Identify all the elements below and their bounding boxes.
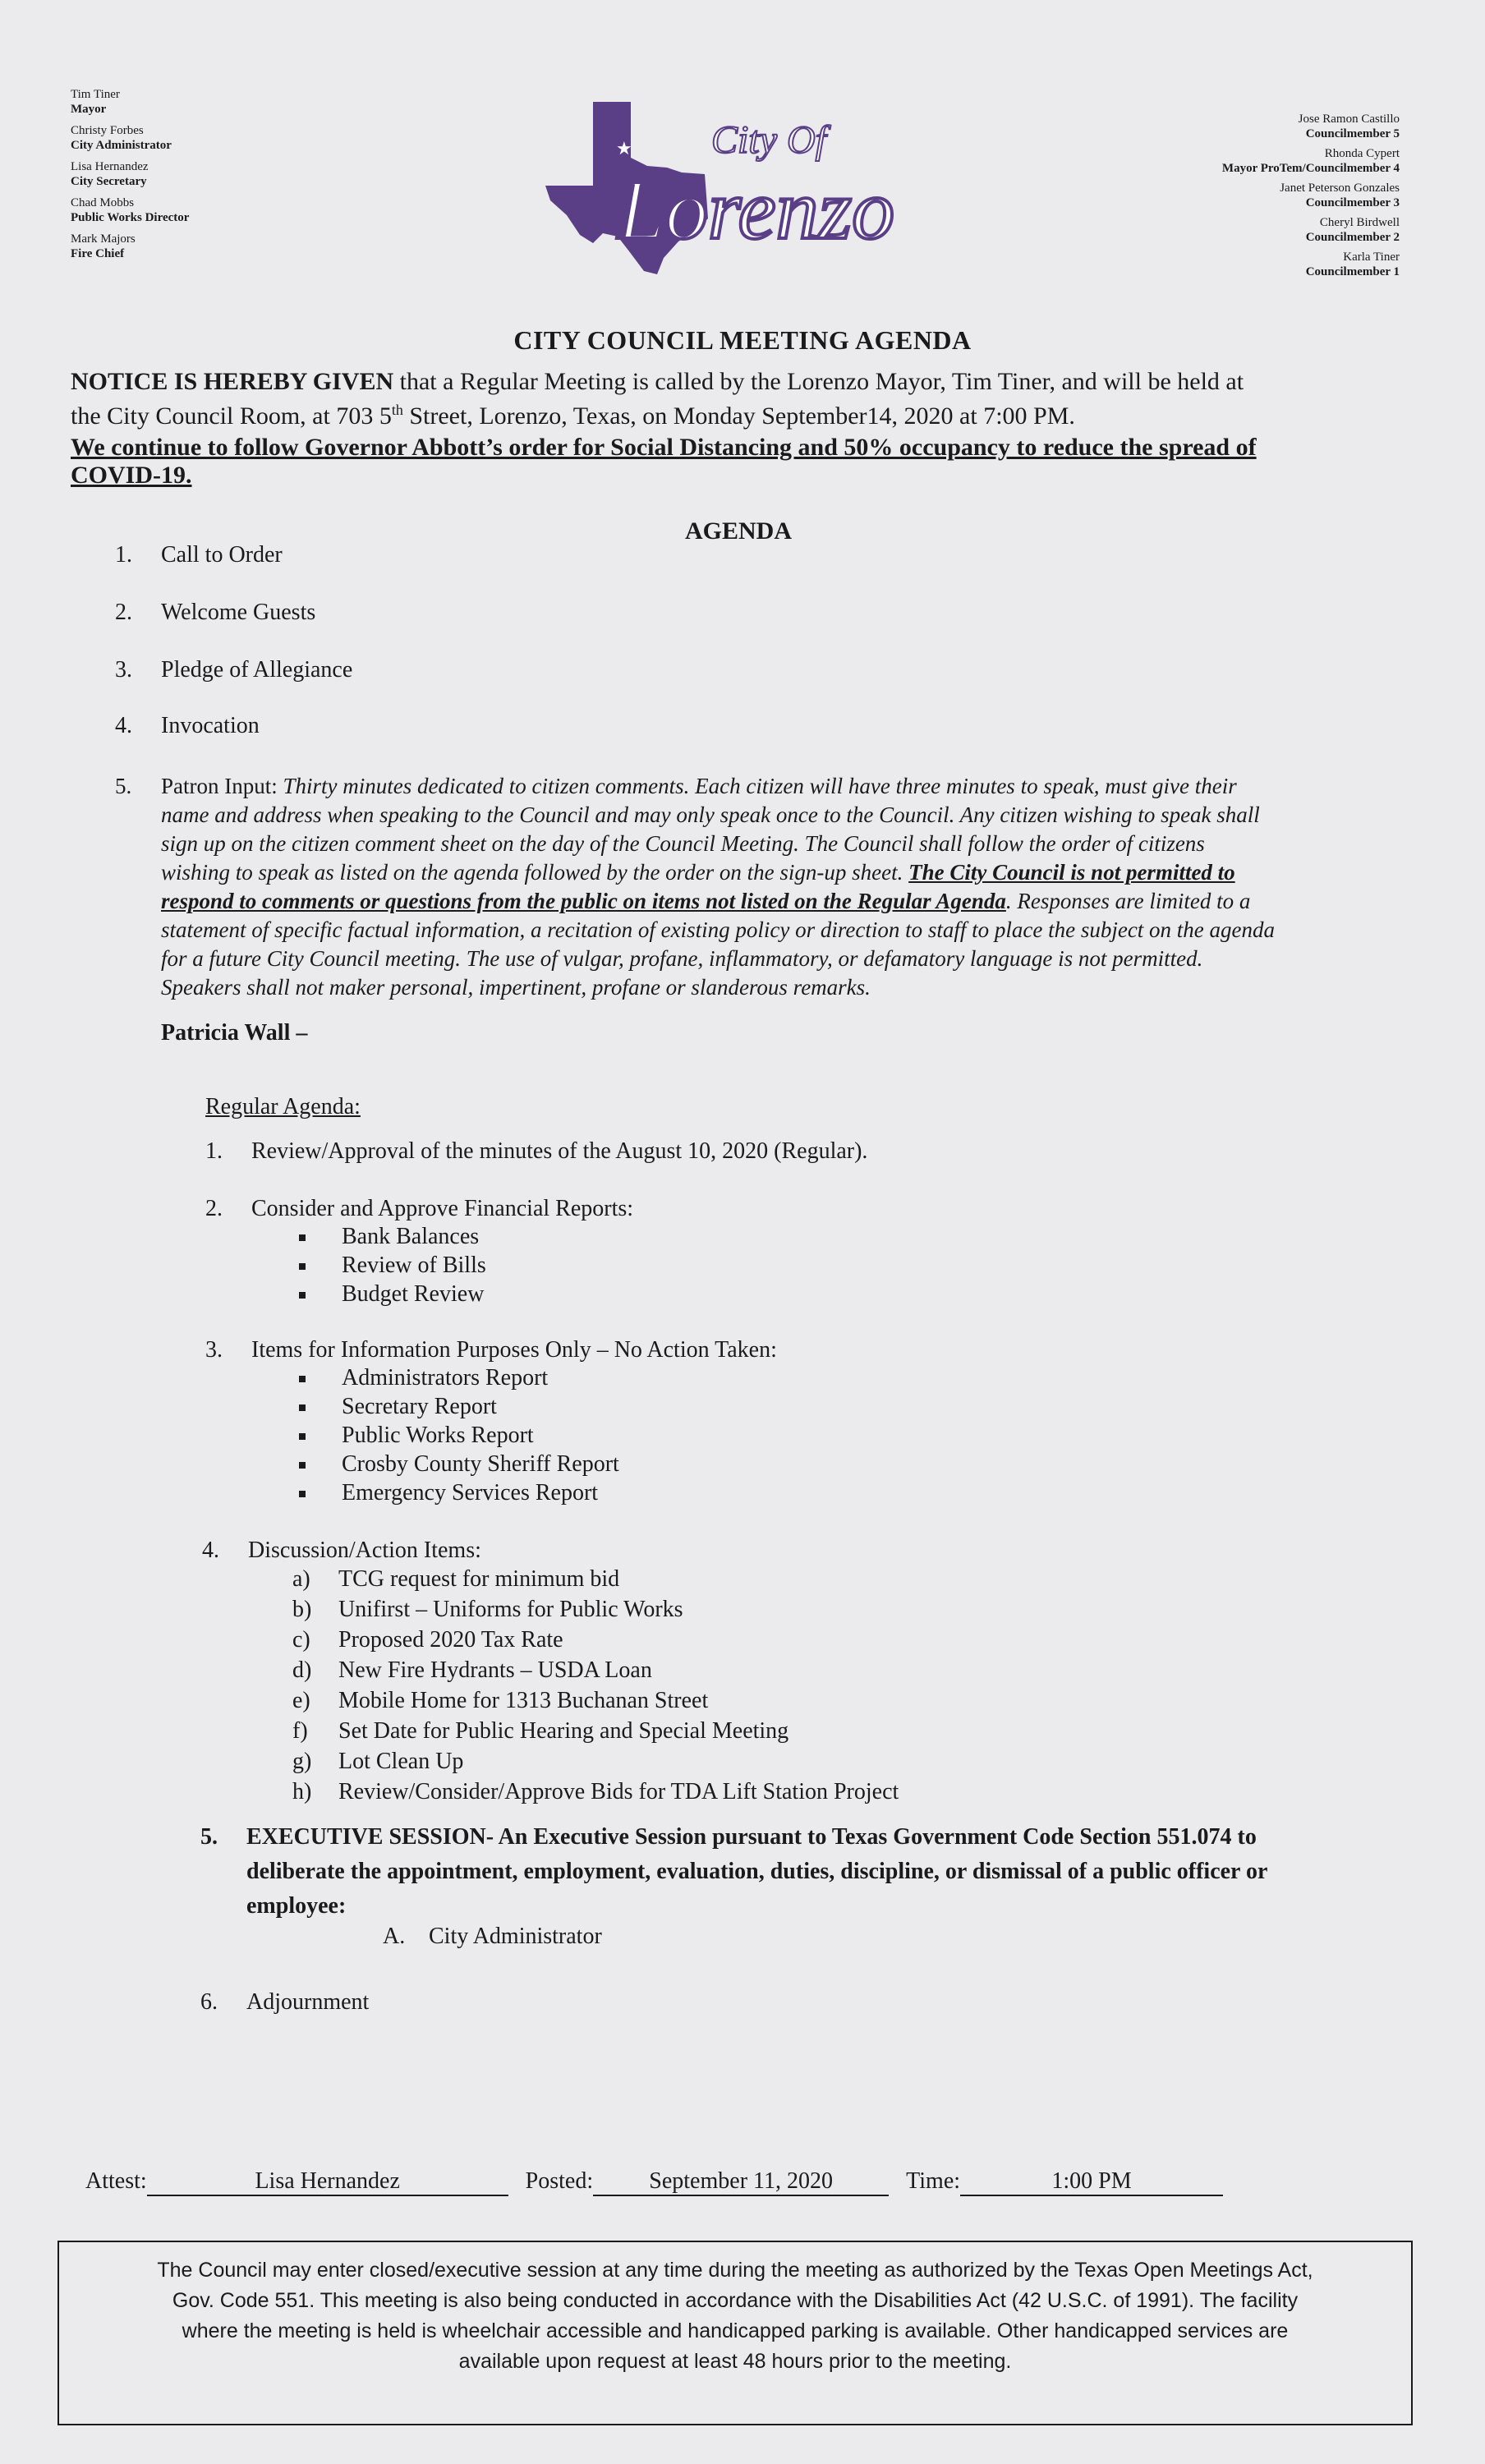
item-label: Call to Order	[161, 542, 283, 568]
patron-text: name and address when speaking to the Council and may only speak once to the Council. Any citizen wishing to speak shall	[161, 802, 1260, 827]
list-item: Bank Balances	[296, 1222, 633, 1251]
patron-text: statement of specific factual information, a recitation of existing policy or direction to staff to place the subject on the agenda	[161, 917, 1276, 942]
item-number: 1.	[115, 542, 132, 568]
list-item: b) Unifirst – Uniforms for Public Works	[292, 1597, 683, 1622]
regular-item	[205, 1337, 777, 1507]
regular-item	[202, 1538, 899, 1807]
official-role: Public Works Director	[71, 211, 190, 224]
official-role: Mayor	[71, 103, 107, 116]
logo-line1: City Of	[711, 118, 826, 162]
attest-label: Attest:	[85, 2168, 147, 2194]
footer-notice	[57, 2241, 1413, 2425]
list-item: h) Review/Consider/Approve Bids for TDA Lift Station Project	[292, 1779, 899, 1804]
agenda-item	[115, 600, 315, 626]
official-name: Jose Ramon Castillo	[1298, 113, 1400, 126]
item-number: 3.	[205, 1337, 223, 1363]
item-number: 1.	[205, 1138, 223, 1164]
patron-emphasis: respond to comments or questions from the public on items not listed on the Regular Agenda	[161, 889, 1006, 913]
posted-label: Posted:	[525, 2168, 594, 2194]
item-number: 2.	[205, 1196, 223, 1221]
list-item: Budget Review	[296, 1280, 633, 1308]
patron-emphasis: The City Council is not permitted to	[908, 860, 1235, 885]
patron-text: . Responses are limited to a	[1005, 889, 1251, 913]
list-item: f) Set Date for Public Hearing and Special Meeting	[292, 1718, 789, 1744]
official-name: Rhonda Cypert	[1324, 147, 1400, 160]
item-number: 5.	[115, 774, 132, 798]
official-role: Councilmember 5	[1305, 127, 1400, 140]
list-item: Secretary Report	[296, 1392, 777, 1421]
bullet-icon	[296, 1450, 342, 1478]
covid-notice	[71, 434, 1257, 490]
patron-text: Speakers shall not maker personal, impertinent, profane or slanderous remarks.	[161, 975, 871, 1000]
official-name: Janet Peterson Gonzales	[1280, 182, 1400, 195]
footer-line: Gov. Code 551. This meeting is also being conducted in accordance with the Disabilities Act (42 U.S.C. of 1991). The facility	[172, 2289, 1299, 2312]
official	[1222, 112, 1400, 141]
item-label: Discussion/Action Items:	[248, 1538, 481, 1563]
official-name: Karla Tiner	[1343, 251, 1400, 264]
notice-line2a: the City Council Room, at 703 5	[71, 402, 392, 430]
covid-line1: We continue to follow Governor Abbott’s order for Social Distancing and 50% occupancy to reduce the spread of	[71, 434, 1257, 461]
item-label: Pledge of Allegiance	[161, 657, 353, 683]
notice	[71, 368, 1244, 430]
list-item: Crosby County Sheriff Report	[296, 1450, 777, 1478]
executive-session	[200, 1820, 1416, 1950]
official-role: Councilmember 2	[1305, 231, 1400, 244]
item-label: Adjournment	[246, 1989, 370, 2015]
official	[1222, 146, 1400, 176]
exec-line3: employee:	[246, 1893, 347, 1919]
official-role: City Secretary	[71, 175, 147, 188]
official	[71, 87, 189, 117]
official-role: Councilmember 1	[1305, 265, 1400, 278]
bullet-icon	[296, 1392, 342, 1421]
city-of-lorenzo-logo	[542, 97, 953, 278]
bullet-icon	[296, 1363, 342, 1392]
list-item: Administrators Report	[296, 1363, 777, 1392]
list-item: Review of Bills	[296, 1251, 633, 1280]
attest-line	[85, 2168, 1223, 2196]
official-role: Mayor ProTem/Councilmember 4	[1221, 162, 1400, 175]
official	[1222, 215, 1400, 245]
regular-item	[205, 1138, 867, 1165]
patron-text: wishing to speak as listed on the agenda followed by the order on the sign-up sheet.	[161, 860, 909, 885]
notice-line2b: Street, Lorenzo, Texas, on Monday September14, 2020 at 7:00 PM.	[402, 402, 1075, 430]
list-item: c) Proposed 2020 Tax Rate	[292, 1627, 563, 1653]
official	[71, 123, 189, 153]
item-label: Consider and Approve Financial Reports:	[251, 1196, 634, 1221]
patron-label: Patron Input:	[161, 774, 278, 798]
item-label: Welcome Guests	[161, 600, 316, 625]
attest-value: Lisa Hernandez	[147, 2168, 508, 2196]
item-number: 6.	[200, 1989, 218, 2015]
bullet-icon	[296, 1478, 342, 1507]
notice-lead: NOTICE IS HEREBY GIVEN	[71, 368, 394, 395]
bullet-icon	[296, 1421, 342, 1450]
officials-right	[1222, 112, 1400, 284]
list-item: A. City Administrator	[383, 1924, 602, 1949]
official	[71, 232, 189, 261]
footer-line: where the meeting is held is wheelchair accessible and handicapped parking is available. Other handicapped services are	[182, 2319, 1289, 2342]
official-name: Mark Majors	[71, 232, 136, 246]
officials-left	[71, 87, 189, 268]
bullet-icon	[296, 1280, 342, 1308]
agenda-item	[200, 1989, 369, 2016]
list-item: e) Mobile Home for 1313 Buchanan Street	[292, 1688, 709, 1713]
official-role: City Administrator	[71, 139, 172, 152]
regular-item	[205, 1196, 633, 1308]
item-label: Items for Information Purposes Only – No Action Taken:	[251, 1337, 777, 1363]
exec-line2: deliberate the appointment, employment, evaluation, duties, discipline, or dismissal of a public officer or	[246, 1859, 1268, 1884]
official-role: Councilmember 3	[1305, 196, 1400, 209]
agenda-heading: AGENDA	[685, 517, 793, 545]
item-label: Invocation	[161, 713, 260, 738]
item-label: Review/Approval of the minutes of the August 10, 2020 (Regular).	[251, 1138, 868, 1164]
official-name: Christy Forbes	[71, 124, 144, 137]
item-number: 2.	[115, 600, 132, 625]
official-role: Fire Chief	[71, 247, 125, 260]
item-number: 3.	[115, 657, 132, 683]
item-number: 4.	[202, 1538, 219, 1563]
covid-line2: COVID-19.	[71, 462, 192, 489]
official-name: Cheryl Birdwell	[1319, 216, 1400, 229]
footer-line: The Council may enter closed/executive session at any time during the meeting as authorized by the Texas Open Meetings Act,	[157, 2259, 1313, 2282]
bullet-icon	[296, 1251, 342, 1280]
patron-text: Thirty minutes dedicated to citizen comments. Each citizen will have three minutes to speak, must give their	[283, 774, 1237, 798]
official	[71, 195, 189, 225]
posted-value: September 11, 2020	[593, 2168, 889, 2196]
official-name: Tim Tiner	[71, 88, 120, 101]
exec-line1: EXECUTIVE SESSION- An Executive Session pursuant to Texas Government Code Section 551.074 to	[246, 1824, 1257, 1850]
speaker-name: Patricia Wall –	[161, 1020, 308, 1046]
item-number: 5.	[200, 1824, 218, 1850]
page-title: CITY COUNCIL MEETING AGENDA	[513, 325, 972, 355]
footer-line: available upon request at least 48 hours prior to the meeting.	[458, 2350, 1012, 2373]
official	[1222, 181, 1400, 210]
item-number: 4.	[115, 713, 132, 738]
patron-input	[115, 772, 1429, 1002]
notice-sup: th	[391, 402, 403, 418]
bullet-icon	[296, 1222, 342, 1251]
official-name: Chad Mobbs	[71, 196, 135, 209]
notice-line1: that a Regular Meeting is called by the Lorenzo Mayor, Tim Tiner, and will be held at	[393, 368, 1244, 395]
agenda-item	[115, 713, 260, 739]
list-item: d) New Fire Hydrants – USDA Loan	[292, 1657, 652, 1683]
list-item: Public Works Report	[296, 1421, 777, 1450]
time-label: Time:	[906, 2168, 961, 2194]
patron-text: for a future City Council meeting. The use of vulgar, profane, inflammatory, or defamatory language is not permitted.	[161, 946, 1203, 971]
agenda-item	[115, 657, 352, 683]
svg-text:★: ★	[616, 139, 632, 159]
list-item: g) Lot Clean Up	[292, 1749, 464, 1774]
list-item: Emergency Services Report	[296, 1478, 777, 1507]
list-item: a) TCG request for minimum bid	[292, 1566, 620, 1592]
official-name: Lisa Hernandez	[71, 160, 149, 173]
logo-line2: Lorenzo	[618, 163, 895, 257]
regular-agenda-heading: Regular Agenda:	[205, 1094, 361, 1119]
official	[1222, 250, 1400, 279]
official	[71, 159, 189, 189]
agenda-item	[115, 542, 283, 568]
patron-text: sign up on the citizen comment sheet on the day of the Council Meeting. The Council shall follow the order of citizens	[161, 831, 1205, 856]
time-value: 1:00 PM	[960, 2168, 1223, 2196]
